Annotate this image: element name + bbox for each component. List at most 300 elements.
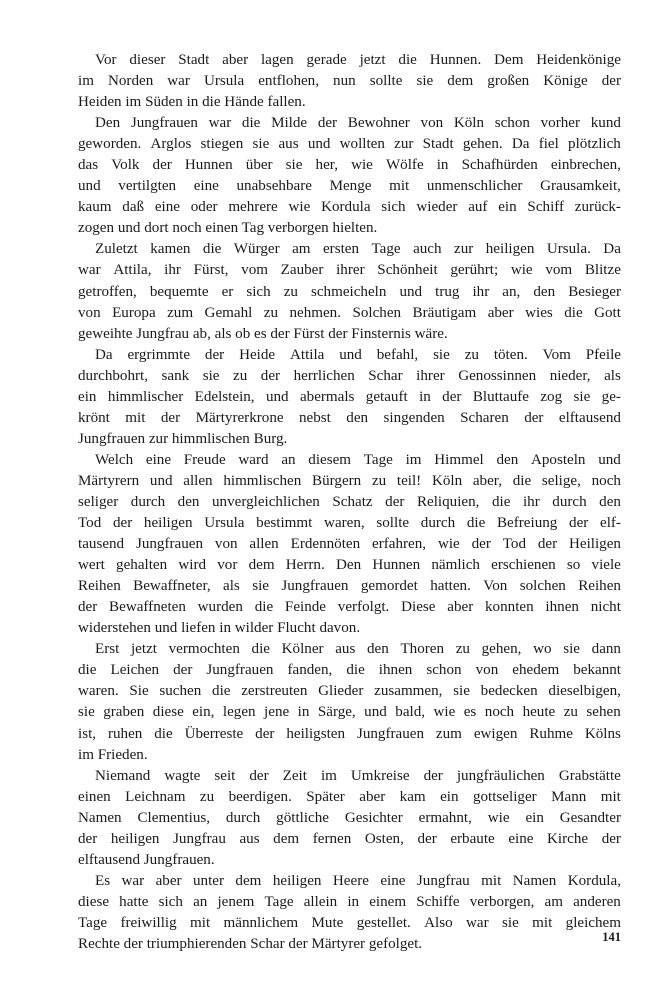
word: wert <box>78 557 105 574</box>
word: Norden <box>107 73 154 90</box>
word: Edelstein, <box>194 388 255 405</box>
word: zog <box>540 388 563 405</box>
word: Osten, <box>364 830 404 847</box>
word: durch <box>420 515 456 532</box>
word: himmlischer <box>107 388 184 405</box>
word: ist, <box>78 725 97 742</box>
word: ward <box>238 451 269 468</box>
word: wollten <box>339 136 385 153</box>
word: sie <box>573 388 591 405</box>
word: nehmen. <box>289 304 342 321</box>
word: unabsehbare <box>236 178 312 195</box>
word: die <box>398 52 417 68</box>
word: sie <box>453 683 470 700</box>
word: die <box>154 725 173 742</box>
word: Umkreise <box>350 767 410 784</box>
word: Bürgern <box>312 472 362 489</box>
word: dem <box>447 73 474 90</box>
word: Glieder <box>318 683 364 700</box>
word: an <box>193 893 208 910</box>
text-line: im Frieden. <box>78 746 148 763</box>
word: ihr <box>522 493 540 510</box>
word: diesem <box>308 451 352 468</box>
word: verborgen, <box>469 893 535 910</box>
word: oder <box>190 199 218 216</box>
word: zu <box>233 367 248 384</box>
word: der <box>160 409 181 426</box>
word: die <box>212 683 231 700</box>
word: zu <box>283 283 298 300</box>
text-line <box>78 892 621 913</box>
word: und <box>265 388 289 405</box>
text-line <box>78 345 621 366</box>
word: als <box>223 578 240 595</box>
text-line <box>78 176 621 197</box>
word: gehalten <box>116 557 168 574</box>
word: sollte <box>376 515 410 532</box>
word: Erst <box>95 641 120 658</box>
word: mit <box>481 872 502 889</box>
word: Erdennöten <box>290 536 361 553</box>
word: im <box>405 451 422 468</box>
word: hatte <box>119 893 149 910</box>
word: sie <box>563 641 580 658</box>
word: nun <box>333 73 356 90</box>
word: die <box>241 115 261 132</box>
text-line <box>78 366 621 387</box>
word: und <box>307 136 331 153</box>
text-line <box>78 534 621 555</box>
word: verfolgt. <box>337 599 390 616</box>
word: sank <box>161 367 190 384</box>
word: aber <box>487 304 514 321</box>
text-line <box>78 282 621 303</box>
word: vor <box>217 557 238 574</box>
word: plötzlich <box>568 136 621 153</box>
word: vom <box>545 262 573 279</box>
word: Befreiung <box>496 515 558 532</box>
word: zu <box>371 472 387 489</box>
text-line <box>78 239 621 260</box>
word: die <box>512 472 532 489</box>
word: durch <box>225 809 261 826</box>
word: trug <box>435 283 460 300</box>
word: mit <box>125 409 146 426</box>
text-line <box>78 787 621 808</box>
word: Welch <box>95 451 134 468</box>
word: Himmel <box>434 451 484 468</box>
word: die <box>564 304 583 321</box>
word: der <box>317 115 338 132</box>
word: Schatz <box>332 493 373 510</box>
word: Stadt <box>422 136 454 153</box>
word: Kölner <box>281 641 324 658</box>
word: war <box>121 872 145 889</box>
word: Särge, <box>317 704 356 721</box>
word: Freude <box>183 451 226 468</box>
word: legen <box>222 704 256 721</box>
word: waren. <box>78 683 119 700</box>
word: Blitze <box>584 262 621 279</box>
word: heiligen <box>485 241 535 258</box>
word: Thoren <box>400 641 445 658</box>
word: Leichen <box>110 662 160 679</box>
word: Hunnen <box>372 557 421 574</box>
word: wagte <box>164 767 201 784</box>
word: sie <box>252 578 269 595</box>
word: gehen. <box>462 136 503 153</box>
word: Niemand <box>95 767 151 784</box>
word: Namen <box>512 872 557 889</box>
word: schon <box>426 662 462 679</box>
word: sie <box>252 136 270 153</box>
word: aber <box>222 52 249 68</box>
word: ihrer <box>336 262 365 279</box>
word: seit <box>214 767 236 784</box>
word: die <box>251 641 270 658</box>
word: ruhen <box>107 725 143 742</box>
word: bald, <box>395 704 426 721</box>
text-line: Rechte der triumphierenden Schar der Märtyrer gefolget. <box>78 935 423 952</box>
text-line <box>78 387 621 408</box>
word: sehen <box>586 704 621 721</box>
word: Den <box>95 115 121 132</box>
text-line <box>78 471 621 492</box>
word: ein <box>525 809 544 826</box>
word: an <box>281 451 296 468</box>
word: an, <box>502 283 521 300</box>
word: Genossinnen <box>458 367 537 384</box>
word: der <box>569 515 589 532</box>
word: Schiff <box>527 199 565 216</box>
word: dem <box>273 830 300 847</box>
word: es <box>463 704 477 721</box>
word: Europa <box>112 304 156 321</box>
word: Märtyrerkrone <box>195 409 284 426</box>
text-line <box>78 260 621 281</box>
word: Also <box>424 914 453 931</box>
word: das <box>78 157 99 174</box>
word: Später <box>306 788 345 805</box>
word: Jungfrau <box>173 830 226 847</box>
word: mit <box>532 914 553 931</box>
text-line <box>78 50 621 71</box>
word: gestellet. <box>356 914 411 931</box>
word: männlichem <box>223 914 299 931</box>
word: Pfeile <box>585 346 621 363</box>
word: Volk <box>111 157 140 174</box>
text-line <box>78 450 621 471</box>
word: den <box>367 641 389 658</box>
word: ergrimmte <box>127 346 191 363</box>
word: aber <box>155 872 182 889</box>
word: war <box>78 262 101 279</box>
word: von <box>78 304 101 321</box>
word: diese <box>78 893 110 910</box>
page-number: 141 <box>602 930 621 944</box>
word: eine <box>193 178 219 195</box>
word: Hunnen. <box>429 52 482 68</box>
word: wieder <box>416 199 458 216</box>
word: wurden <box>197 599 243 616</box>
word: Tod <box>502 536 526 553</box>
word: zum <box>435 725 462 742</box>
word: Heidenkönige <box>536 52 621 68</box>
word: sie <box>78 704 95 721</box>
word: einen <box>78 788 111 805</box>
text-line <box>78 513 621 534</box>
word: Ursula. <box>546 241 591 258</box>
word: wie <box>510 262 533 279</box>
word: stiegen <box>200 136 244 153</box>
word: konnten <box>485 599 534 616</box>
word: Vom <box>542 346 571 363</box>
word: Kordula, <box>567 872 621 889</box>
word: Da <box>603 241 621 258</box>
text-line: widerstehen und liefen in wilder Flucht davon. <box>78 620 361 637</box>
word: nämlich <box>431 557 480 574</box>
word: Aposteln <box>530 451 586 468</box>
word: jetzt <box>359 52 386 68</box>
word: aus <box>335 641 356 658</box>
word: durch <box>130 493 166 510</box>
word: fanden, <box>287 662 333 679</box>
text-line: Heiden im Süden in die Hände fallen. <box>78 94 306 111</box>
word: Attila, <box>113 262 152 279</box>
text-line <box>78 576 621 597</box>
word: Clementius, <box>137 809 211 826</box>
word: die <box>254 599 274 616</box>
word: und <box>598 451 621 468</box>
word: vorher <box>540 115 581 132</box>
word: Bewaffneter, <box>133 578 211 595</box>
paragraph <box>78 345 621 450</box>
word: jenem <box>217 893 255 910</box>
word: Schönheit <box>377 262 438 279</box>
word: dieser <box>129 52 166 68</box>
text-line: Jungfrauen zur himmlischen Burg. <box>78 430 288 447</box>
word: zusammen, <box>374 683 443 700</box>
word: Diese <box>401 599 436 616</box>
word: durchbohrt, <box>78 367 149 384</box>
word: Hunnen <box>184 157 233 174</box>
word: Grabstätte <box>558 767 621 784</box>
word: wie <box>433 704 456 721</box>
word: war <box>208 115 232 132</box>
word: in <box>419 388 431 405</box>
word: der <box>78 830 98 847</box>
word: Bewaffneten <box>109 599 186 616</box>
paragraph <box>78 50 621 113</box>
word: ge- <box>601 388 621 405</box>
word: zu <box>199 788 215 805</box>
word: Überreste <box>184 725 244 742</box>
word: und <box>149 472 173 489</box>
word: wie <box>437 536 460 553</box>
word: ein <box>498 199 517 216</box>
word: unvergleichlichen <box>212 493 320 510</box>
word: Ruhme <box>529 725 573 742</box>
word: Zauber <box>280 262 324 279</box>
word: krönt <box>78 409 110 426</box>
word: singenden <box>383 409 445 426</box>
word: ihr <box>472 283 490 300</box>
word: wie <box>487 809 510 826</box>
word: zu <box>563 704 578 721</box>
word: einem <box>369 893 407 910</box>
word: kund <box>590 115 621 132</box>
word: durch <box>552 493 587 510</box>
word: ewigen <box>473 725 518 742</box>
word: Milde <box>271 115 308 132</box>
word: gleichem <box>565 914 621 931</box>
word: allen <box>183 472 213 489</box>
word: ein <box>78 388 97 405</box>
text-line <box>78 113 621 134</box>
word: jetzt <box>130 641 157 658</box>
word: von <box>214 536 238 553</box>
word: Zuletzt <box>95 241 138 258</box>
word: aber <box>359 788 386 805</box>
word: der <box>249 767 269 784</box>
word: aber <box>447 599 474 616</box>
word: jene <box>264 704 290 721</box>
word: Bluttaufe <box>472 388 529 405</box>
word: unter <box>192 872 224 889</box>
text-line <box>78 555 621 576</box>
word: in <box>347 893 360 910</box>
word: Tod <box>78 515 102 532</box>
word: ihnen <box>545 599 579 616</box>
word: Namen <box>78 809 122 826</box>
word: eine <box>154 199 180 216</box>
word: als <box>604 367 621 384</box>
word: die <box>346 662 365 679</box>
word: nieder, <box>549 367 591 384</box>
word: Sie <box>129 683 149 700</box>
word: Grausamkeit, <box>540 178 621 195</box>
word: Reihen <box>578 578 621 595</box>
word: ein <box>440 788 459 805</box>
word: gerührt; <box>450 262 499 279</box>
word: erschienen <box>491 557 556 574</box>
word: bestimmt <box>256 515 313 532</box>
word: zum <box>167 304 194 321</box>
word: Stadt <box>178 52 210 68</box>
word: Jungfrauen <box>135 536 204 553</box>
word: nicht <box>590 599 621 616</box>
word: ein, <box>192 704 215 721</box>
paragraph <box>78 766 621 871</box>
word: solchen <box>519 578 566 595</box>
text-line <box>78 597 621 618</box>
word: befahl, <box>376 346 419 363</box>
word: die <box>491 493 511 510</box>
word: diese <box>152 704 184 721</box>
word: Da <box>511 136 530 153</box>
word: vermochten <box>168 641 240 658</box>
word: mit <box>190 914 211 931</box>
word: vom <box>241 262 268 279</box>
word: sie <box>285 157 303 174</box>
word: getroffen, <box>78 283 137 300</box>
word: himmlischen <box>223 472 302 489</box>
word: und <box>399 283 423 300</box>
word: zur <box>454 241 474 258</box>
word: gottseliger <box>472 788 537 805</box>
word: Besieger <box>568 283 621 300</box>
word: gemordet <box>360 578 418 595</box>
word: hatten. <box>430 578 471 595</box>
word: lagen <box>260 52 294 68</box>
word: Scharen <box>460 409 509 426</box>
word: einbrechen, <box>550 157 621 174</box>
word: der <box>601 73 621 90</box>
word: Ursula <box>204 515 245 532</box>
word: und <box>78 178 101 195</box>
word: den <box>177 493 200 510</box>
word: war <box>466 914 489 931</box>
word: Köln <box>453 115 485 132</box>
word: im <box>320 767 337 784</box>
word: der <box>260 367 281 384</box>
word: Schafhürden <box>461 157 538 174</box>
word: der <box>255 725 275 742</box>
word: Gemahl <box>204 304 253 321</box>
word: Feinde <box>284 599 327 616</box>
word: sie <box>433 346 450 363</box>
word: Gesandter <box>559 809 621 826</box>
word: Jungfrauen <box>356 725 425 742</box>
word: noch <box>591 472 621 489</box>
word: töten. <box>493 346 528 363</box>
word: wo <box>533 641 552 658</box>
word: freiwillig <box>120 914 177 931</box>
word: Bewohner <box>347 115 410 132</box>
text-line <box>78 134 621 155</box>
word: gehen, <box>481 641 522 658</box>
word: der <box>173 662 193 679</box>
word: kam <box>399 788 426 805</box>
word: sie <box>202 367 220 384</box>
word: sich <box>158 893 183 910</box>
page-text-body <box>78 50 621 955</box>
word: von <box>420 115 444 132</box>
word: der <box>417 830 437 847</box>
text-line <box>78 155 621 176</box>
word: Dem <box>494 52 524 68</box>
text-line <box>78 197 621 218</box>
word: in <box>297 704 310 721</box>
word: Heere <box>332 872 369 889</box>
word: Jungfrauen <box>130 115 198 132</box>
word: Solchen <box>352 304 402 321</box>
word: Jungfrau <box>416 872 470 889</box>
word: die <box>466 515 486 532</box>
text-line <box>78 829 621 850</box>
word: wies <box>525 304 553 321</box>
text-line: zogen und dort noch einen Tag verborgen hielten. <box>78 220 378 237</box>
word: aus <box>239 830 260 847</box>
word: der <box>524 409 544 426</box>
word: Jungfrauen <box>281 578 349 595</box>
word: allein <box>303 893 338 910</box>
word: heiligen <box>110 830 160 847</box>
word: daß <box>122 199 145 216</box>
word: gerade <box>306 52 347 68</box>
word: herrlichen <box>293 367 355 384</box>
word: zu <box>263 304 279 321</box>
